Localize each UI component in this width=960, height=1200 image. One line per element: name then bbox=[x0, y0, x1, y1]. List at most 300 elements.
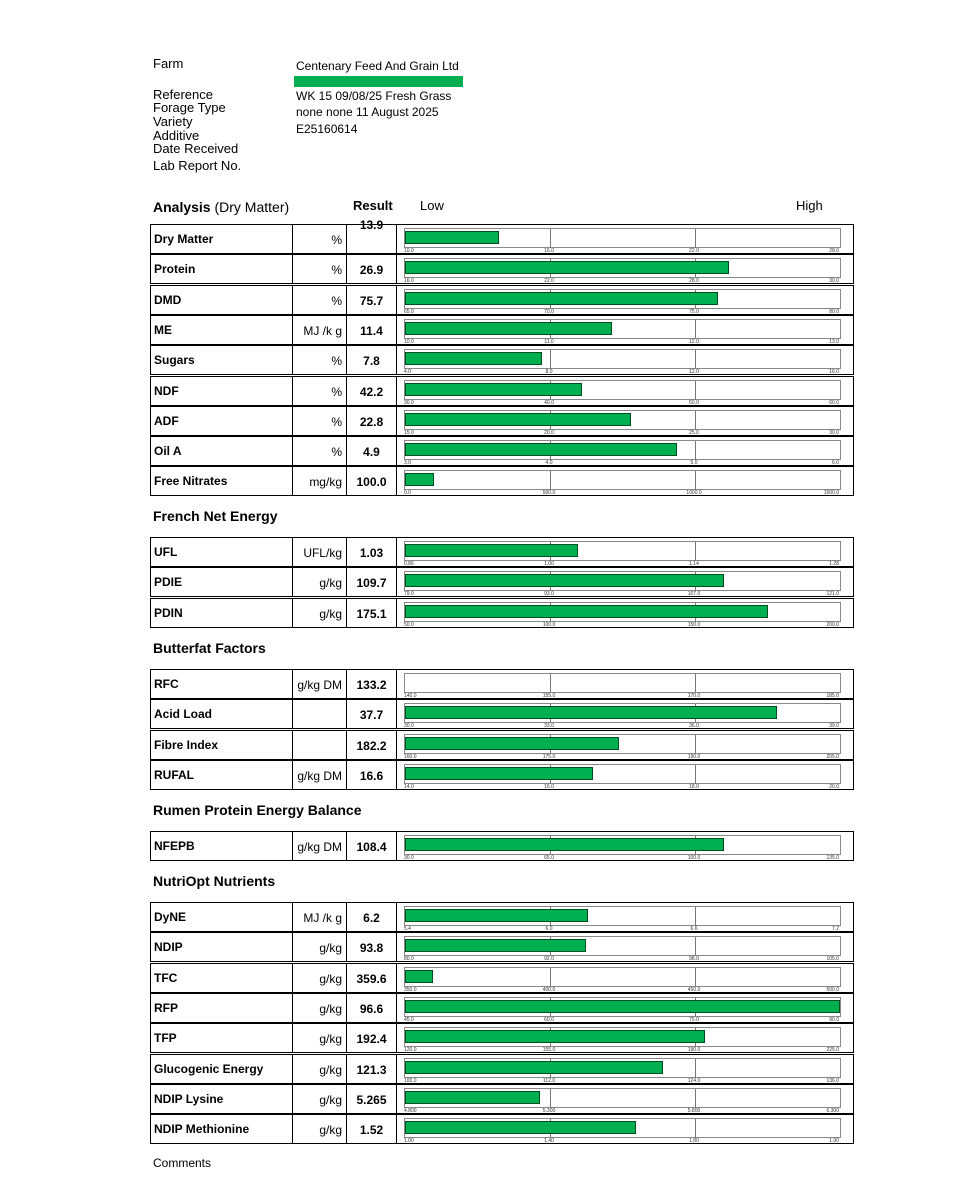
parameter-name: NDIP bbox=[154, 940, 183, 954]
gridline bbox=[695, 381, 696, 400]
tick-label: 22.0 bbox=[689, 248, 699, 254]
range-chart bbox=[396, 466, 854, 496]
parameter-unit: g/kg bbox=[319, 607, 342, 621]
result-value: 7.8 bbox=[363, 354, 380, 368]
gridline bbox=[695, 937, 696, 956]
row-rfp bbox=[150, 993, 854, 1023]
range-track bbox=[404, 319, 841, 339]
tick-label: 1.28 bbox=[829, 561, 839, 567]
row-dyne bbox=[150, 902, 854, 932]
tick-label: 16.0 bbox=[544, 784, 554, 790]
result-value: 22.8 bbox=[359, 415, 384, 429]
tick-label: 30.0 bbox=[404, 723, 414, 729]
unit-cell bbox=[292, 932, 347, 962]
range-chart bbox=[396, 1114, 854, 1144]
range-track bbox=[404, 410, 841, 430]
result-bar bbox=[405, 352, 542, 365]
row-pdie bbox=[150, 567, 854, 597]
tick-label: 500.0 bbox=[542, 490, 556, 496]
tick-label: 65.0 bbox=[544, 855, 554, 861]
tick-label: 205.0 bbox=[826, 754, 839, 760]
range-chart bbox=[396, 993, 854, 1023]
parameter-unit: g/kg bbox=[319, 941, 342, 955]
unit-cell bbox=[292, 315, 347, 345]
unit-cell bbox=[292, 537, 347, 567]
unit-cell bbox=[292, 902, 347, 932]
tick-label: 80.0 bbox=[404, 956, 414, 962]
range-track bbox=[404, 380, 841, 400]
range-track bbox=[404, 673, 841, 693]
gridline bbox=[695, 735, 696, 754]
result-value: 5.265 bbox=[356, 1093, 387, 1107]
name-cell bbox=[150, 831, 293, 861]
parameter-name: TFP bbox=[154, 1031, 177, 1045]
tick-label: 45.0 bbox=[404, 1017, 414, 1023]
tick-label: 1.40 bbox=[544, 1138, 554, 1144]
unit-cell bbox=[292, 699, 347, 729]
result-cell bbox=[346, 963, 397, 993]
parameter-unit: MJ /k g bbox=[303, 911, 342, 925]
result-cell bbox=[346, 902, 397, 932]
tick-label: 36.0 bbox=[689, 723, 699, 729]
result-value: 192.4 bbox=[356, 1032, 387, 1046]
parameter-name: UFL bbox=[154, 545, 178, 559]
tick-label: 12.0 bbox=[689, 339, 699, 345]
name-cell bbox=[150, 1054, 293, 1084]
tick-label: 30.0 bbox=[829, 430, 839, 436]
tick-label: 100.0 bbox=[404, 1078, 417, 1084]
tick-label: 4.0 bbox=[404, 369, 411, 375]
range-track bbox=[404, 440, 841, 460]
analysis-subtitle: (Dry Matter) bbox=[214, 199, 290, 215]
tick-label: 4.0 bbox=[545, 460, 553, 466]
result-bar bbox=[405, 737, 619, 750]
tick-label: 30.0 bbox=[404, 855, 414, 861]
tick-label: 105.0 bbox=[826, 956, 839, 962]
result-cell bbox=[346, 285, 397, 315]
parameter-name: ME bbox=[154, 323, 172, 337]
result-bar bbox=[405, 605, 768, 618]
row-nfepb bbox=[150, 831, 854, 861]
range-chart bbox=[396, 376, 854, 406]
analysis-heading bbox=[153, 199, 289, 215]
row-tfp bbox=[150, 1023, 854, 1053]
name-cell bbox=[150, 1114, 293, 1144]
row-tfc bbox=[150, 963, 854, 993]
result-value: 96.6 bbox=[359, 1002, 384, 1016]
tick-label: 5.800 bbox=[687, 1108, 701, 1114]
tick-label: 1000.0 bbox=[686, 490, 702, 496]
tick-label: 120.0 bbox=[404, 1047, 417, 1053]
parameter-name: NFEPB bbox=[154, 839, 195, 853]
farm-name: Centenary Feed And Grain Ltd bbox=[296, 59, 459, 73]
result-value: 75.7 bbox=[359, 294, 384, 308]
tick-label: 8.0 bbox=[545, 369, 553, 375]
parameter-unit: % bbox=[331, 445, 342, 459]
tick-label: 5.4 bbox=[404, 926, 411, 932]
row-dry-matter bbox=[150, 218, 854, 254]
tick-label: 190.0 bbox=[687, 1047, 701, 1053]
parameter-unit: g/kg bbox=[319, 1093, 342, 1107]
name-cell bbox=[150, 315, 293, 345]
result-bar bbox=[405, 1061, 663, 1074]
range-track bbox=[404, 228, 841, 248]
result-value: 16.6 bbox=[359, 769, 384, 783]
range-track bbox=[404, 703, 841, 723]
result-heading: Result bbox=[353, 198, 393, 213]
row-adf bbox=[150, 406, 854, 436]
result-value: 100.0 bbox=[356, 475, 387, 489]
result-cell bbox=[346, 1114, 397, 1144]
result-cell bbox=[346, 406, 397, 436]
parameter-name: Oil A bbox=[154, 444, 182, 458]
row-sugars bbox=[150, 345, 854, 375]
result-value: 121.3 bbox=[356, 1063, 387, 1077]
name-cell bbox=[150, 902, 293, 932]
name-cell bbox=[150, 993, 293, 1023]
gridline bbox=[550, 229, 551, 248]
tick-label: 4.800 bbox=[404, 1108, 417, 1114]
parameter-name: NDIP Methionine bbox=[154, 1122, 250, 1136]
row-ndip-methionine bbox=[150, 1114, 854, 1144]
result-cell bbox=[346, 760, 397, 790]
gridline bbox=[695, 320, 696, 339]
result-cell bbox=[346, 376, 397, 406]
range-track bbox=[404, 936, 841, 956]
range-track bbox=[404, 258, 841, 278]
parameter-unit: % bbox=[331, 385, 342, 399]
label-variety: Variety bbox=[153, 114, 193, 129]
range-track bbox=[404, 289, 841, 309]
tick-label: 7.2 bbox=[832, 926, 839, 932]
tick-label: 16.0 bbox=[544, 248, 554, 254]
tick-label: 175.0 bbox=[542, 754, 556, 760]
section-title-butterfat-factors: Butterfat Factors bbox=[153, 640, 266, 656]
row-free-nitrates bbox=[150, 466, 854, 496]
tick-label: 22.0 bbox=[544, 278, 554, 284]
result-bar bbox=[405, 767, 593, 780]
range-track bbox=[404, 997, 841, 1017]
tick-label: 28.0 bbox=[689, 278, 699, 284]
gridline bbox=[695, 411, 696, 430]
tick-label: 30.0 bbox=[829, 278, 839, 284]
gridline bbox=[695, 674, 696, 693]
result-bar bbox=[405, 231, 499, 244]
tick-label: 170.0 bbox=[687, 693, 701, 699]
range-track bbox=[404, 764, 841, 784]
range-chart bbox=[396, 567, 854, 597]
name-cell bbox=[150, 932, 293, 962]
unit-cell bbox=[292, 760, 347, 790]
result-cell bbox=[346, 218, 397, 254]
result-bar bbox=[405, 838, 724, 851]
parameter-unit: g/kg bbox=[319, 1123, 342, 1137]
name-cell bbox=[150, 345, 293, 375]
high-heading: High bbox=[796, 198, 823, 213]
name-cell bbox=[150, 285, 293, 315]
section-title-nutriopt-nutrients: NutriOpt Nutrients bbox=[153, 873, 276, 889]
tick-label: 0.86 bbox=[404, 561, 414, 567]
result-bar bbox=[405, 292, 718, 305]
unit-cell bbox=[292, 345, 347, 375]
tick-label: 6.0 bbox=[832, 460, 839, 466]
range-chart bbox=[396, 902, 854, 932]
unit-cell bbox=[292, 406, 347, 436]
range-chart bbox=[396, 285, 854, 315]
range-chart bbox=[396, 730, 854, 760]
range-chart bbox=[396, 1023, 854, 1053]
range-chart bbox=[396, 254, 854, 284]
name-cell bbox=[150, 699, 293, 729]
range-track bbox=[404, 906, 841, 926]
tick-label: 155.0 bbox=[542, 1047, 556, 1053]
result-cell bbox=[346, 1054, 397, 1084]
parameter-name: DMD bbox=[154, 293, 182, 307]
tick-label: 28.0 bbox=[829, 248, 839, 254]
tick-label: 25.0 bbox=[689, 430, 699, 436]
gridline bbox=[695, 1089, 696, 1108]
result-bar bbox=[405, 574, 724, 587]
parameter-name: ADF bbox=[154, 414, 179, 428]
unit-cell bbox=[292, 254, 347, 284]
tick-label: 20.0 bbox=[829, 784, 839, 790]
parameter-name: Dry Matter bbox=[154, 232, 214, 246]
tick-label: 60.0 bbox=[829, 400, 839, 406]
tick-label: 50.0 bbox=[404, 622, 414, 628]
parameter-name: DyNE bbox=[154, 910, 187, 924]
tick-label: 0.0 bbox=[404, 490, 411, 496]
unit-cell bbox=[292, 963, 347, 993]
range-track bbox=[404, 1088, 841, 1108]
analysis-title: Analysis bbox=[153, 199, 211, 215]
range-track bbox=[404, 470, 841, 490]
gridline bbox=[695, 765, 696, 784]
result-bar bbox=[405, 261, 729, 274]
tick-label: 16.0 bbox=[829, 369, 839, 375]
tick-label: 92.0 bbox=[544, 956, 554, 962]
result-bar bbox=[405, 1121, 636, 1134]
parameter-name: NDF bbox=[154, 384, 179, 398]
parameter-unit: g/kg bbox=[319, 972, 342, 986]
unit-cell bbox=[292, 730, 347, 760]
gridline bbox=[695, 907, 696, 926]
range-chart bbox=[396, 932, 854, 962]
label-forage-type: Forage Type bbox=[153, 100, 226, 115]
parameter-unit: g/kg DM bbox=[297, 678, 342, 692]
name-cell bbox=[150, 254, 293, 284]
name-cell bbox=[150, 567, 293, 597]
gridline bbox=[695, 350, 696, 369]
row-pdin bbox=[150, 598, 854, 628]
tick-label: 100.0 bbox=[687, 855, 701, 861]
range-track bbox=[404, 835, 841, 855]
tick-label: 98.0 bbox=[689, 956, 699, 962]
row-ndip bbox=[150, 932, 854, 962]
result-cell bbox=[346, 436, 397, 466]
tick-label: 150.0 bbox=[687, 622, 701, 628]
lab-report-value: E25160614 bbox=[296, 122, 358, 136]
name-cell bbox=[150, 760, 293, 790]
tick-label: 225.0 bbox=[826, 1047, 839, 1053]
tick-label: 10.0 bbox=[404, 339, 414, 345]
parameter-name: RUFAL bbox=[154, 768, 194, 782]
tick-label: 400.0 bbox=[542, 987, 556, 993]
tick-label: 124.0 bbox=[687, 1078, 701, 1084]
tick-label: 20.0 bbox=[544, 430, 554, 436]
name-cell bbox=[150, 963, 293, 993]
name-cell bbox=[150, 730, 293, 760]
result-cell bbox=[346, 315, 397, 345]
parameter-unit: mg/kg bbox=[309, 475, 342, 489]
result-bar bbox=[405, 473, 434, 486]
gridline bbox=[550, 968, 551, 987]
range-chart bbox=[396, 224, 854, 254]
parameter-unit: % bbox=[331, 294, 342, 308]
unit-cell bbox=[292, 224, 347, 254]
result-value: 6.2 bbox=[363, 911, 380, 925]
range-chart bbox=[396, 831, 854, 861]
tick-label: 100.0 bbox=[542, 622, 556, 628]
tick-label: 1.14 bbox=[689, 561, 699, 567]
parameter-name: Acid Load bbox=[154, 707, 213, 721]
row-me bbox=[150, 315, 854, 345]
parameter-unit: % bbox=[331, 415, 342, 429]
range-chart bbox=[396, 406, 854, 436]
tick-label: 14.0 bbox=[404, 784, 414, 790]
tick-label: 50.0 bbox=[689, 400, 699, 406]
result-cell bbox=[346, 669, 397, 699]
row-oil-a bbox=[150, 436, 854, 466]
tick-label: 5.300 bbox=[542, 1108, 556, 1114]
unit-cell bbox=[292, 669, 347, 699]
tick-label: 5.0 bbox=[690, 460, 698, 466]
result-value: 175.1 bbox=[356, 607, 387, 621]
parameter-name: Sugars bbox=[154, 353, 195, 367]
tick-label: 1500.0 bbox=[823, 490, 839, 496]
result-value: 42.2 bbox=[359, 385, 384, 399]
unit-cell bbox=[292, 598, 347, 628]
parameter-name: PDIE bbox=[154, 575, 183, 589]
tick-label: 450.0 bbox=[687, 987, 701, 993]
label-lab-report: Lab Report No. bbox=[153, 158, 242, 173]
gridline bbox=[695, 968, 696, 987]
result-cell bbox=[346, 345, 397, 375]
result-bar bbox=[405, 413, 631, 426]
unit-cell bbox=[292, 1084, 347, 1114]
unit-cell bbox=[292, 285, 347, 315]
unit-cell bbox=[292, 1114, 347, 1144]
name-cell bbox=[150, 537, 293, 567]
result-bar bbox=[405, 939, 586, 952]
unit-cell bbox=[292, 993, 347, 1023]
result-cell bbox=[346, 1084, 397, 1114]
parameter-unit: MJ /k g bbox=[303, 324, 342, 338]
tick-label: 65.0 bbox=[404, 309, 414, 315]
parameter-unit: g/kg bbox=[319, 576, 342, 590]
tick-label: 75.0 bbox=[689, 309, 699, 315]
tick-label: 33.0 bbox=[544, 723, 554, 729]
range-track bbox=[404, 967, 841, 987]
parameter-unit: % bbox=[331, 233, 342, 247]
tick-label: 200.0 bbox=[826, 622, 839, 628]
result-value: 108.4 bbox=[356, 840, 387, 854]
unit-cell bbox=[292, 376, 347, 406]
result-cell bbox=[346, 993, 397, 1023]
parameter-unit: UFL/kg bbox=[303, 546, 342, 560]
range-chart bbox=[396, 436, 854, 466]
range-track bbox=[404, 1027, 841, 1047]
parameter-name: Glucogenic Energy bbox=[154, 1062, 264, 1076]
parameter-name: TFC bbox=[154, 971, 178, 985]
label-additive: Additive bbox=[153, 128, 200, 143]
result-cell bbox=[346, 537, 397, 567]
tick-label: 185.0 bbox=[826, 693, 839, 699]
result-value: 182.2 bbox=[356, 739, 387, 753]
reference-value: WK 15 09/08/25 Fresh Grass bbox=[296, 89, 452, 103]
result-cell bbox=[346, 699, 397, 729]
label-date-received: Date Received bbox=[153, 141, 239, 156]
result-value: 93.8 bbox=[359, 941, 384, 955]
result-value: 109.7 bbox=[356, 576, 387, 590]
range-chart bbox=[396, 315, 854, 345]
tick-label: 30.0 bbox=[404, 400, 414, 406]
tick-label: 90.0 bbox=[829, 1017, 839, 1023]
tick-label: 75.0 bbox=[689, 1017, 699, 1023]
result-bar bbox=[405, 909, 588, 922]
row-ndf bbox=[150, 376, 854, 406]
tick-label: 15.0 bbox=[404, 430, 414, 436]
comments-label: Comments bbox=[153, 1156, 212, 1170]
gridline bbox=[695, 1119, 696, 1138]
name-cell bbox=[150, 598, 293, 628]
range-track bbox=[404, 541, 841, 561]
result-bar bbox=[405, 443, 677, 456]
result-cell bbox=[346, 730, 397, 760]
result-bar bbox=[405, 383, 582, 396]
gridline bbox=[695, 1059, 696, 1078]
gridline bbox=[550, 350, 551, 369]
result-bar bbox=[405, 544, 578, 557]
result-value: 359.6 bbox=[356, 972, 387, 986]
unit-cell bbox=[292, 466, 347, 496]
parameter-unit: g/kg bbox=[319, 1032, 342, 1046]
row-protein bbox=[150, 254, 854, 284]
parameter-unit: g/kg DM bbox=[297, 840, 342, 854]
name-cell bbox=[150, 224, 293, 254]
result-cell bbox=[346, 598, 397, 628]
parameter-unit: % bbox=[331, 354, 342, 368]
row-ufl bbox=[150, 537, 854, 567]
row-rufal bbox=[150, 760, 854, 790]
tick-label: 112.0 bbox=[542, 1078, 556, 1084]
unit-cell bbox=[292, 567, 347, 597]
gridline bbox=[695, 229, 696, 248]
tick-label: 1.90 bbox=[829, 1138, 839, 1144]
tick-label: 79.0 bbox=[404, 591, 414, 597]
tick-label: 6.0 bbox=[545, 926, 553, 932]
tick-label: 40.0 bbox=[544, 400, 554, 406]
name-cell bbox=[150, 669, 293, 699]
result-value: 26.9 bbox=[359, 263, 384, 277]
result-cell bbox=[346, 466, 397, 496]
tick-label: 3.0 bbox=[404, 460, 411, 466]
farm-accent-bar bbox=[294, 76, 463, 87]
range-chart bbox=[396, 345, 854, 375]
row-acid-load bbox=[150, 699, 854, 729]
range-chart bbox=[396, 537, 854, 567]
tick-label: 6.300 bbox=[826, 1108, 839, 1114]
tick-label: 1.00 bbox=[404, 1138, 414, 1144]
